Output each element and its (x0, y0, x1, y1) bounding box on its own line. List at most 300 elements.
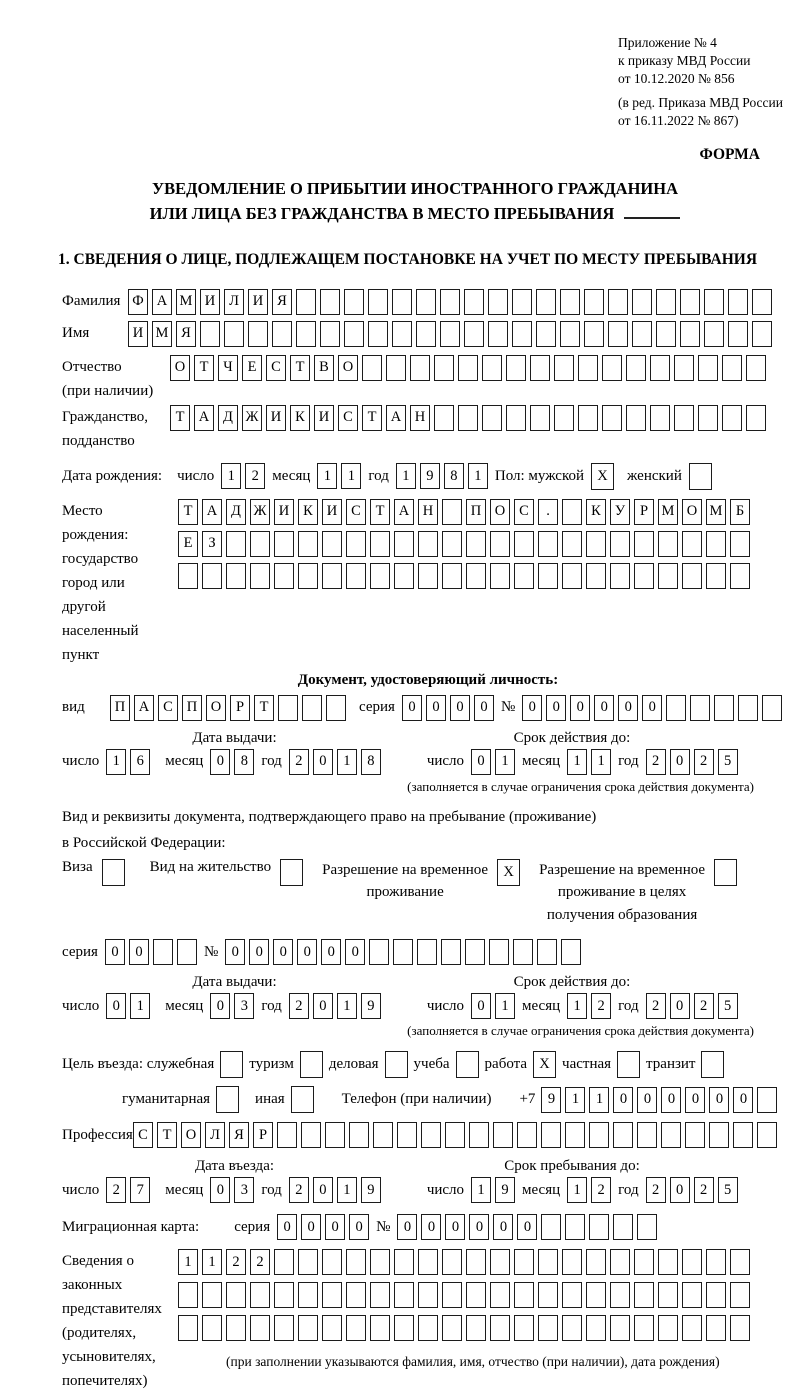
form-cell[interactable]: С (266, 355, 286, 381)
checkbox-cell[interactable] (701, 1051, 724, 1078)
form-cell[interactable] (320, 321, 340, 347)
form-cell[interactable]: Я (176, 321, 196, 347)
form-cell[interactable] (368, 289, 388, 315)
form-cell[interactable] (610, 1315, 630, 1341)
form-cell[interactable]: . (538, 499, 558, 525)
form-cell[interactable]: Н (418, 499, 438, 525)
form-cell[interactable]: 1 (589, 1087, 609, 1113)
form-cell[interactable] (373, 1122, 393, 1148)
form-cell[interactable] (632, 289, 652, 315)
form-cell[interactable] (322, 531, 342, 557)
form-cell[interactable] (394, 531, 414, 557)
form-cell[interactable] (416, 289, 436, 315)
form-cell[interactable]: 1 (178, 1249, 198, 1275)
form-cell[interactable]: П (182, 695, 202, 721)
form-cell[interactable]: Б (730, 499, 750, 525)
form-cell[interactable]: 8 (361, 749, 381, 775)
form-cell[interactable] (560, 321, 580, 347)
form-cell[interactable] (272, 321, 292, 347)
form-cell[interactable]: 2 (250, 1249, 270, 1275)
form-cell[interactable] (752, 321, 772, 347)
form-cell[interactable] (730, 1282, 750, 1308)
form-cell[interactable]: 0 (297, 939, 317, 965)
form-cell[interactable]: И (322, 499, 342, 525)
form-cell[interactable]: 0 (313, 993, 333, 1019)
form-cell[interactable]: 1 (317, 463, 337, 489)
form-cell[interactable]: 0 (546, 695, 566, 721)
form-cell[interactable]: 5 (718, 993, 738, 1019)
form-cell[interactable]: 0 (397, 1214, 417, 1240)
form-cell[interactable]: О (206, 695, 226, 721)
form-cell[interactable] (277, 1122, 297, 1148)
form-cell[interactable]: Ч (218, 355, 238, 381)
form-cell[interactable]: С (133, 1122, 153, 1148)
form-cell[interactable]: И (200, 289, 220, 315)
form-cell[interactable]: 0 (325, 1214, 345, 1240)
form-cell[interactable] (344, 321, 364, 347)
form-cell[interactable] (250, 531, 270, 557)
form-cell[interactable] (738, 695, 758, 721)
form-cell[interactable] (370, 1282, 390, 1308)
form-cell[interactable] (514, 563, 534, 589)
form-cell[interactable] (322, 1249, 342, 1275)
form-cell[interactable]: 1 (591, 749, 611, 775)
form-cell[interactable] (514, 531, 534, 557)
form-cell[interactable] (658, 1315, 678, 1341)
form-cell[interactable] (202, 563, 222, 589)
form-cell[interactable] (536, 289, 556, 315)
form-cell[interactable] (322, 1315, 342, 1341)
form-cell[interactable]: С (346, 499, 366, 525)
form-cell[interactable] (416, 321, 436, 347)
form-cell[interactable]: Т (370, 499, 390, 525)
form-cell[interactable]: 6 (130, 749, 150, 775)
form-cell[interactable] (301, 1122, 321, 1148)
form-cell[interactable] (322, 1282, 342, 1308)
form-cell[interactable] (512, 289, 532, 315)
form-cell[interactable] (584, 289, 604, 315)
form-cell[interactable] (634, 1315, 654, 1341)
form-cell[interactable] (346, 531, 366, 557)
form-cell[interactable] (442, 531, 462, 557)
form-cell[interactable] (706, 1282, 726, 1308)
form-cell[interactable]: Н (410, 405, 430, 431)
form-cell[interactable]: 1 (106, 749, 126, 775)
form-cell[interactable] (562, 499, 582, 525)
form-cell[interactable] (466, 1249, 486, 1275)
form-cell[interactable]: А (394, 499, 414, 525)
form-cell[interactable]: У (610, 499, 630, 525)
form-cell[interactable]: 1 (202, 1249, 222, 1275)
form-cell[interactable] (392, 321, 412, 347)
form-cell[interactable]: 5 (718, 749, 738, 775)
form-cell[interactable]: Т (170, 405, 190, 431)
form-cell[interactable] (488, 289, 508, 315)
form-cell[interactable] (296, 289, 316, 315)
form-cell[interactable]: И (266, 405, 286, 431)
form-cell[interactable] (538, 531, 558, 557)
form-cell[interactable]: С (338, 405, 358, 431)
form-cell[interactable] (464, 289, 484, 315)
form-cell[interactable] (248, 321, 268, 347)
form-cell[interactable]: Л (205, 1122, 225, 1148)
form-cell[interactable] (565, 1214, 585, 1240)
form-cell[interactable]: 0 (618, 695, 638, 721)
form-cell[interactable] (490, 563, 510, 589)
form-cell[interactable] (706, 531, 726, 557)
form-cell[interactable] (441, 939, 461, 965)
form-cell[interactable]: П (466, 499, 486, 525)
checkbox-cell[interactable] (216, 1086, 239, 1113)
form-cell[interactable]: 0 (670, 993, 690, 1019)
form-cell[interactable]: 0 (426, 695, 446, 721)
form-cell[interactable]: 2 (289, 993, 309, 1019)
form-cell[interactable] (561, 939, 581, 965)
form-cell[interactable]: 2 (694, 749, 714, 775)
form-cell[interactable]: 0 (106, 993, 126, 1019)
form-cell[interactable] (370, 1249, 390, 1275)
form-cell[interactable] (298, 1249, 318, 1275)
form-cell[interactable] (466, 531, 486, 557)
form-cell[interactable] (706, 1249, 726, 1275)
form-cell[interactable] (490, 1315, 510, 1341)
form-cell[interactable]: 2 (591, 993, 611, 1019)
form-cell[interactable] (434, 405, 454, 431)
form-cell[interactable]: 1 (468, 463, 488, 489)
form-cell[interactable]: 0 (445, 1214, 465, 1240)
form-cell[interactable] (586, 563, 606, 589)
form-cell[interactable] (752, 289, 772, 315)
form-cell[interactable] (298, 563, 318, 589)
form-cell[interactable] (634, 1282, 654, 1308)
form-cell[interactable] (369, 939, 389, 965)
form-cell[interactable]: 0 (313, 1177, 333, 1203)
form-cell[interactable] (661, 1122, 681, 1148)
form-cell[interactable]: К (298, 499, 318, 525)
form-cell[interactable]: Т (254, 695, 274, 721)
form-cell[interactable] (394, 1315, 414, 1341)
form-cell[interactable] (536, 321, 556, 347)
form-cell[interactable] (680, 289, 700, 315)
form-cell[interactable] (626, 405, 646, 431)
form-cell[interactable] (560, 289, 580, 315)
form-cell[interactable] (274, 563, 294, 589)
form-cell[interactable] (224, 321, 244, 347)
form-cell[interactable]: 0 (450, 695, 470, 721)
form-cell[interactable] (464, 321, 484, 347)
form-cell[interactable] (418, 1282, 438, 1308)
form-cell[interactable]: 0 (570, 695, 590, 721)
form-cell[interactable] (626, 355, 646, 381)
form-cell[interactable]: 2 (106, 1177, 126, 1203)
form-cell[interactable] (466, 1282, 486, 1308)
form-cell[interactable] (584, 321, 604, 347)
form-cell[interactable] (690, 695, 710, 721)
form-cell[interactable]: М (176, 289, 196, 315)
form-cell[interactable]: 3 (234, 993, 254, 1019)
form-cell[interactable] (178, 1282, 198, 1308)
form-cell[interactable]: А (202, 499, 222, 525)
form-cell[interactable] (386, 355, 406, 381)
form-cell[interactable] (538, 1249, 558, 1275)
form-cell[interactable] (434, 355, 454, 381)
form-cell[interactable]: 1 (567, 993, 587, 1019)
form-cell[interactable] (722, 405, 742, 431)
form-cell[interactable]: 0 (349, 1214, 369, 1240)
form-cell[interactable] (278, 695, 298, 721)
form-cell[interactable] (153, 939, 173, 965)
form-cell[interactable] (537, 939, 557, 965)
form-cell[interactable] (538, 1282, 558, 1308)
form-cell[interactable]: 0 (733, 1087, 753, 1113)
checkbox-cell[interactable] (300, 1051, 323, 1078)
form-cell[interactable] (762, 695, 782, 721)
form-cell[interactable] (349, 1122, 369, 1148)
form-cell[interactable]: 1 (495, 749, 515, 775)
form-cell[interactable]: 2 (694, 993, 714, 1019)
form-cell[interactable] (656, 289, 676, 315)
form-cell[interactable] (302, 695, 322, 721)
form-cell[interactable] (421, 1122, 441, 1148)
form-cell[interactable]: 0 (313, 749, 333, 775)
form-cell[interactable] (418, 1315, 438, 1341)
form-cell[interactable] (610, 563, 630, 589)
form-cell[interactable]: О (181, 1122, 201, 1148)
form-cell[interactable] (325, 1122, 345, 1148)
form-cell[interactable] (610, 531, 630, 557)
form-cell[interactable]: 1 (130, 993, 150, 1019)
form-cell[interactable]: 2 (646, 993, 666, 1019)
form-cell[interactable] (488, 321, 508, 347)
form-cell[interactable]: 0 (685, 1087, 705, 1113)
form-cell[interactable] (344, 289, 364, 315)
form-cell[interactable] (613, 1122, 633, 1148)
form-cell[interactable] (466, 563, 486, 589)
form-cell[interactable] (418, 531, 438, 557)
form-cell[interactable]: 2 (591, 1177, 611, 1203)
form-cell[interactable] (650, 405, 670, 431)
form-cell[interactable] (445, 1122, 465, 1148)
form-cell[interactable] (554, 355, 574, 381)
form-cell[interactable] (200, 321, 220, 347)
form-cell[interactable]: М (706, 499, 726, 525)
form-cell[interactable]: П (110, 695, 130, 721)
form-cell[interactable] (514, 1249, 534, 1275)
form-cell[interactable] (514, 1315, 534, 1341)
form-cell[interactable]: И (274, 499, 294, 525)
form-cell[interactable] (746, 355, 766, 381)
form-cell[interactable] (490, 531, 510, 557)
form-cell[interactable] (682, 1315, 702, 1341)
form-cell[interactable]: 1 (396, 463, 416, 489)
form-cell[interactable] (346, 563, 366, 589)
form-cell[interactable] (685, 1122, 705, 1148)
form-cell[interactable]: 2 (226, 1249, 246, 1275)
form-cell[interactable] (730, 1249, 750, 1275)
form-cell[interactable]: 9 (420, 463, 440, 489)
form-cell[interactable]: 1 (341, 463, 361, 489)
form-cell[interactable]: О (682, 499, 702, 525)
form-cell[interactable] (493, 1122, 513, 1148)
checkbox-cell[interactable] (385, 1051, 408, 1078)
form-cell[interactable] (728, 321, 748, 347)
checkbox-cell[interactable] (291, 1086, 314, 1113)
form-cell[interactable] (362, 355, 382, 381)
form-cell[interactable]: 9 (495, 1177, 515, 1203)
checkbox-cell[interactable] (689, 463, 712, 490)
form-cell[interactable] (274, 531, 294, 557)
form-cell[interactable]: Ж (250, 499, 270, 525)
form-cell[interactable]: О (490, 499, 510, 525)
form-cell[interactable] (394, 1249, 414, 1275)
form-cell[interactable] (578, 405, 598, 431)
form-cell[interactable] (482, 355, 502, 381)
form-cell[interactable]: 0 (709, 1087, 729, 1113)
form-cell[interactable]: А (134, 695, 154, 721)
form-cell[interactable]: 0 (594, 695, 614, 721)
form-cell[interactable] (370, 1315, 390, 1341)
form-cell[interactable]: Т (157, 1122, 177, 1148)
form-cell[interactable]: 0 (469, 1214, 489, 1240)
form-cell[interactable]: 0 (670, 749, 690, 775)
form-cell[interactable] (589, 1214, 609, 1240)
form-cell[interactable]: 1 (471, 1177, 491, 1203)
form-cell[interactable]: 0 (613, 1087, 633, 1113)
form-cell[interactable] (226, 1315, 246, 1341)
form-cell[interactable]: Т (194, 355, 214, 381)
form-cell[interactable] (562, 1315, 582, 1341)
form-cell[interactable] (517, 1122, 537, 1148)
form-cell[interactable]: Т (290, 355, 310, 381)
form-cell[interactable]: Т (178, 499, 198, 525)
form-cell[interactable] (490, 1282, 510, 1308)
form-cell[interactable] (656, 321, 676, 347)
form-cell[interactable] (613, 1214, 633, 1240)
form-cell[interactable] (586, 1282, 606, 1308)
form-cell[interactable] (658, 1249, 678, 1275)
form-cell[interactable] (274, 1282, 294, 1308)
form-cell[interactable] (320, 289, 340, 315)
form-cell[interactable]: 2 (646, 749, 666, 775)
form-cell[interactable]: 0 (670, 1177, 690, 1203)
form-cell[interactable] (602, 355, 622, 381)
form-cell[interactable]: 0 (421, 1214, 441, 1240)
form-cell[interactable] (757, 1122, 777, 1148)
form-cell[interactable] (562, 531, 582, 557)
form-cell[interactable] (177, 939, 197, 965)
form-cell[interactable] (757, 1087, 777, 1113)
form-cell[interactable] (368, 321, 388, 347)
form-cell[interactable] (394, 1282, 414, 1308)
form-cell[interactable] (458, 405, 478, 431)
form-cell[interactable] (728, 289, 748, 315)
form-cell[interactable]: 9 (361, 1177, 381, 1203)
form-cell[interactable] (730, 563, 750, 589)
form-cell[interactable] (698, 405, 718, 431)
form-cell[interactable]: 9 (541, 1087, 561, 1113)
form-cell[interactable] (417, 939, 437, 965)
form-cell[interactable] (704, 321, 724, 347)
form-cell[interactable] (530, 355, 550, 381)
form-cell[interactable]: 3 (234, 1177, 254, 1203)
form-cell[interactable] (608, 289, 628, 315)
form-cell[interactable] (442, 1315, 462, 1341)
form-cell[interactable] (610, 1249, 630, 1275)
form-cell[interactable] (506, 405, 526, 431)
form-cell[interactable]: Л (224, 289, 244, 315)
form-cell[interactable] (298, 531, 318, 557)
form-cell[interactable]: М (152, 321, 172, 347)
form-cell[interactable] (746, 405, 766, 431)
form-cell[interactable]: 0 (522, 695, 542, 721)
form-cell[interactable] (298, 1315, 318, 1341)
form-cell[interactable] (666, 695, 686, 721)
form-cell[interactable] (274, 1249, 294, 1275)
form-cell[interactable] (634, 563, 654, 589)
form-cell[interactable] (394, 563, 414, 589)
form-cell[interactable] (541, 1214, 561, 1240)
form-cell[interactable]: 9 (361, 993, 381, 1019)
form-cell[interactable]: О (170, 355, 190, 381)
form-cell[interactable] (482, 405, 502, 431)
form-cell[interactable] (202, 1282, 222, 1308)
form-cell[interactable] (442, 563, 462, 589)
form-cell[interactable] (392, 289, 412, 315)
form-cell[interactable]: Ф (128, 289, 148, 315)
form-cell[interactable] (706, 563, 726, 589)
form-cell[interactable]: 8 (234, 749, 254, 775)
form-cell[interactable] (602, 405, 622, 431)
form-cell[interactable]: 0 (471, 993, 491, 1019)
form-cell[interactable] (562, 563, 582, 589)
form-cell[interactable] (650, 355, 670, 381)
form-cell[interactable] (250, 1315, 270, 1341)
form-cell[interactable]: 1 (565, 1087, 585, 1113)
form-cell[interactable] (714, 695, 734, 721)
form-cell[interactable] (610, 1282, 630, 1308)
checkbox-cell[interactable] (220, 1051, 243, 1078)
form-cell[interactable] (682, 1249, 702, 1275)
form-cell[interactable] (674, 405, 694, 431)
form-cell[interactable]: 0 (661, 1087, 681, 1113)
form-cell[interactable]: 0 (493, 1214, 513, 1240)
form-cell[interactable] (554, 405, 574, 431)
form-cell[interactable] (178, 563, 198, 589)
form-cell[interactable]: 1 (221, 463, 241, 489)
form-cell[interactable]: З (202, 531, 222, 557)
form-cell[interactable]: Ж (242, 405, 262, 431)
checkbox-cell[interactable]: X (497, 859, 520, 886)
form-cell[interactable] (250, 1282, 270, 1308)
form-cell[interactable] (637, 1122, 657, 1148)
form-cell[interactable]: Е (178, 531, 198, 557)
form-cell[interactable] (730, 531, 750, 557)
form-cell[interactable] (706, 1315, 726, 1341)
form-cell[interactable] (730, 1315, 750, 1341)
form-cell[interactable] (274, 1315, 294, 1341)
form-cell[interactable] (514, 1282, 534, 1308)
form-cell[interactable] (578, 355, 598, 381)
form-cell[interactable]: К (290, 405, 310, 431)
form-cell[interactable] (226, 1282, 246, 1308)
form-cell[interactable]: К (586, 499, 606, 525)
form-cell[interactable] (658, 531, 678, 557)
form-cell[interactable] (682, 1282, 702, 1308)
form-cell[interactable] (465, 939, 485, 965)
form-cell[interactable] (346, 1249, 366, 1275)
form-cell[interactable] (410, 355, 430, 381)
form-cell[interactable]: С (514, 499, 534, 525)
